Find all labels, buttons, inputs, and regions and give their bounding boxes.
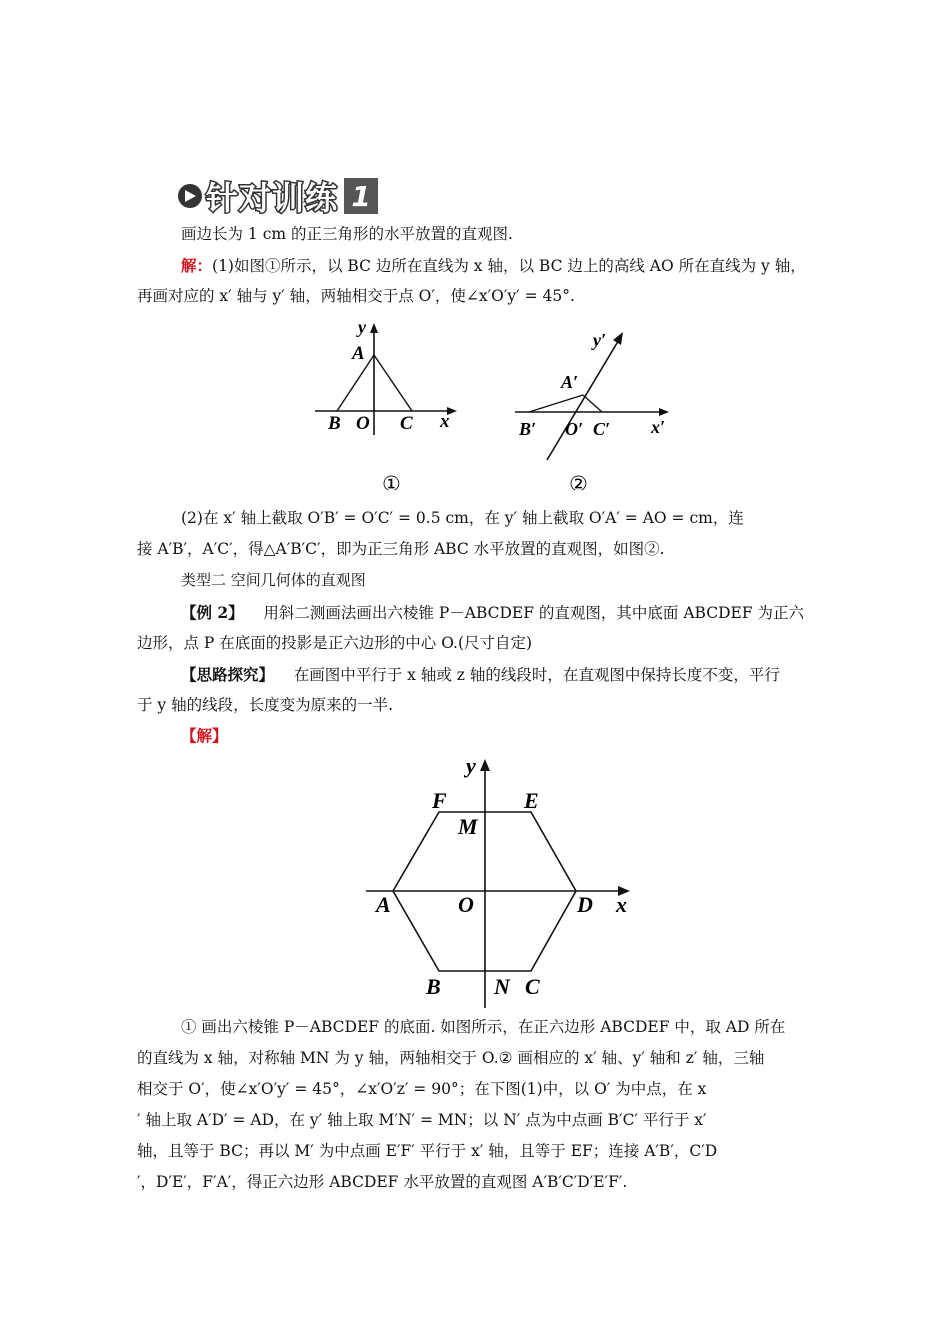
- solution1-line4: 接 A′B′，A′C′，得△A′B′C′，即为正三角形 ABC 水平放置的直观图，如图②.: [137, 540, 665, 558]
- edge-AC: [583, 395, 602, 412]
- label-y-prime: y′: [593, 330, 607, 350]
- label-A: A: [376, 892, 391, 917]
- solution2-label: 【解】: [181, 726, 228, 745]
- example-text: 用斜二测画法画出六棱锥 P－ABCDEF 的直观图，其中底面 ABCDEF 为正六: [263, 604, 805, 622]
- banner-char: 针: [206, 179, 239, 217]
- figure-caption: ②: [569, 472, 588, 490]
- label-y: y: [466, 753, 476, 778]
- steps-line6: ′，D′E′，F′A′，得正六边形 ABCDEF 水平放置的直观图 A′B′C′D′E′F′.: [137, 1173, 628, 1191]
- label-C: C: [525, 974, 540, 999]
- label-O: O: [356, 413, 370, 434]
- label-y: y: [358, 317, 366, 337]
- y-axis-arrow-icon: [613, 332, 623, 345]
- steps-line5: 轴，且等于 BC；再以 M′ 为中点画 E′F′ 平行于 x′ 轴，且等于 EF；连接 A′B′，C′D: [137, 1142, 718, 1160]
- solution1-line3: (2)在 x′ 轴上截取 O′B′ = O′C′ = 0.5 cm，在 y′ 轴上截取 O′A′ = AO = cm，连: [181, 509, 744, 527]
- label-O-prime: O′: [565, 419, 584, 439]
- section-title: 类型二 空间几何体的直观图: [181, 571, 366, 589]
- label-C: C: [400, 413, 413, 434]
- label-B: B: [426, 974, 441, 999]
- solution1-line1: [137, 250, 817, 282]
- label-E: E: [524, 788, 539, 813]
- solution-text: (1)如图①所示，以 BC 边所在直线为 x 轴，以 BC 边上的高线 AO 所在直线为 y 轴，: [212, 257, 806, 275]
- banner-char: 练: [305, 179, 338, 217]
- thinking-line2: 于 y 轴的线段，长度变为原来的一半.: [137, 696, 394, 714]
- steps-line1: ① 画出六棱锥 P－ABCDEF 的底面. 如图所示，在正六边形 ABCDEF 中，取 AD 所在: [181, 1018, 786, 1036]
- thinking-text: 在画图中平行于 x 轴或 z 轴的线段时，在直观图中保持长度不变，平行: [293, 666, 780, 684]
- figure-1-triangle: [300, 315, 470, 490]
- example2-line1: [137, 597, 817, 629]
- edge-AB: [529, 395, 583, 412]
- label-D: D: [577, 892, 593, 917]
- steps-line2: 的直线为 x 轴，对称轴 MN 为 y 轴，两轴相交于 O.② 画相应的 x′ 轴、y′ 轴和 z′ 轴，三轴: [137, 1049, 765, 1067]
- example-label: 【例 2】: [181, 603, 244, 622]
- exercise-prompt: 画边长为 1 cm 的正三角形的水平放置的直观图.: [181, 225, 513, 243]
- label-x: x: [440, 411, 450, 432]
- label-M: M: [458, 814, 478, 839]
- y-prime-axis: [547, 338, 620, 460]
- label-A-prime: A′: [561, 372, 579, 392]
- exercise-banner: [178, 176, 378, 216]
- edge-AC: [374, 355, 412, 411]
- figure-caption: ①: [382, 472, 401, 490]
- label-O: O: [458, 892, 474, 917]
- arrow-right-icon: [178, 184, 202, 208]
- label-B-prime: B′: [519, 419, 537, 439]
- label-C-prime: C′: [593, 419, 611, 439]
- y-axis-arrow-icon: [370, 323, 378, 333]
- banner-title: [206, 173, 338, 219]
- label-F: F: [432, 788, 447, 813]
- steps-line4: ′ 轴上取 A′D′ = AD，在 y′ 轴上取 M′N′ = MN；以 N′ 点为中点画 B′C′ 平行于 x′: [137, 1111, 707, 1129]
- label-x-prime: x′: [651, 417, 666, 437]
- solution1-line2: 再画对应的 x′ 轴与 y′ 轴，两轴相交于点 O′，使∠x′O′y′ = 45°.: [137, 287, 575, 305]
- x-axis-arrow-icon: [659, 408, 669, 416]
- label-x: x: [616, 892, 627, 917]
- banner-char: 对: [239, 179, 272, 217]
- steps-line3: 相交于 O′，使∠x′O′y′ = 45°，∠x′O′z′ = 90°；在下图(1)中，以 O′ 为中点，在 x: [137, 1080, 707, 1098]
- figure-2-oblique-triangle: [505, 320, 680, 490]
- solution-label: 解：: [181, 256, 213, 275]
- label-B: B: [328, 413, 341, 434]
- y-axis-arrow-icon: [480, 759, 490, 771]
- thinking-line1: [137, 659, 817, 691]
- example2-line2: 边形，点 P 在底面的投影是正六边形的中心 O.(尺寸自定): [137, 634, 533, 652]
- banner-char: 训: [272, 179, 305, 217]
- thinking-label: 【思路探究】: [181, 665, 275, 684]
- figure-hexagon: [360, 750, 640, 1012]
- label-N: N: [494, 974, 510, 999]
- label-A: A: [352, 343, 365, 364]
- banner-number: 1: [344, 178, 378, 214]
